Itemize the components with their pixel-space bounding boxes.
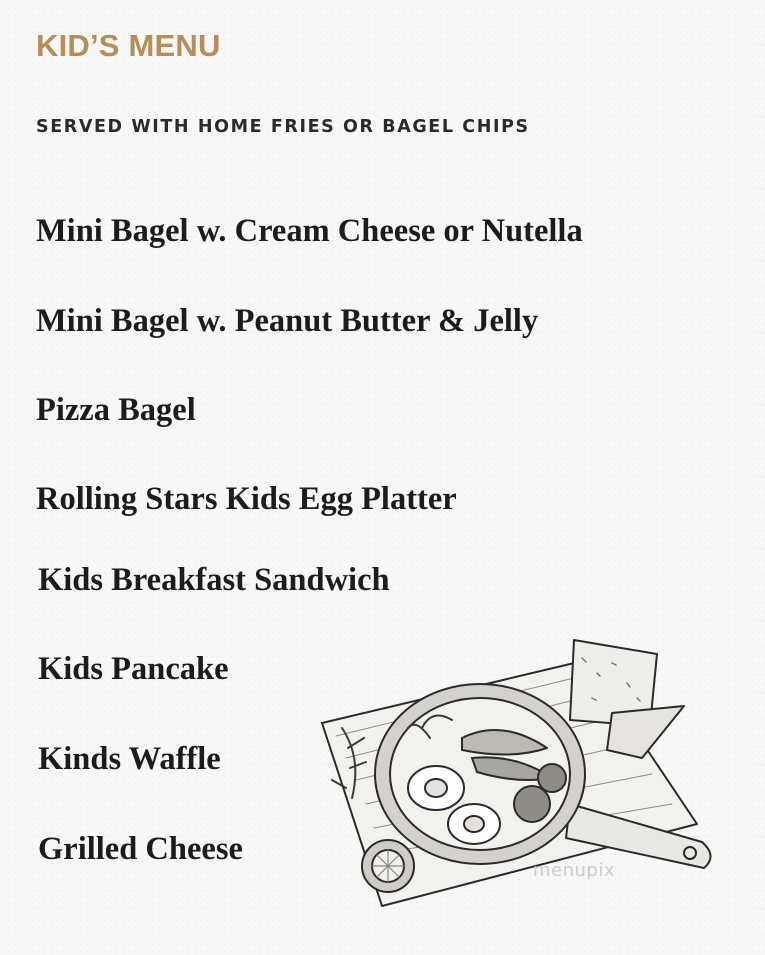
menu-item-waffle: Kinds Waffle — [38, 741, 221, 777]
menu-item-pizza-bagel: Pizza Bagel — [36, 392, 196, 428]
menu-item-breakfast-sandwich: Kids Breakfast Sandwich — [38, 562, 390, 598]
menu-item-mini-bagel-pbj: Mini Bagel w. Peanut Butter & Jelly — [36, 303, 539, 339]
menu-subtitle: SERVED WITH HOME FRIES OR BAGEL CHIPS — [36, 117, 530, 137]
menu-item-pancake: Kids Pancake — [38, 651, 229, 687]
frying-pan-breakfast-illustration — [312, 628, 722, 918]
menu-item-grilled-cheese: Grilled Cheese — [38, 831, 243, 867]
page-title: KID’S MENU — [36, 28, 221, 63]
menu-item-egg-platter: Rolling Stars Kids Egg Platter — [36, 481, 457, 517]
menu-item-mini-bagel-cream-cheese: Mini Bagel w. Cream Cheese or Nutella — [36, 213, 583, 249]
menupix-watermark: menupix — [533, 860, 616, 881]
